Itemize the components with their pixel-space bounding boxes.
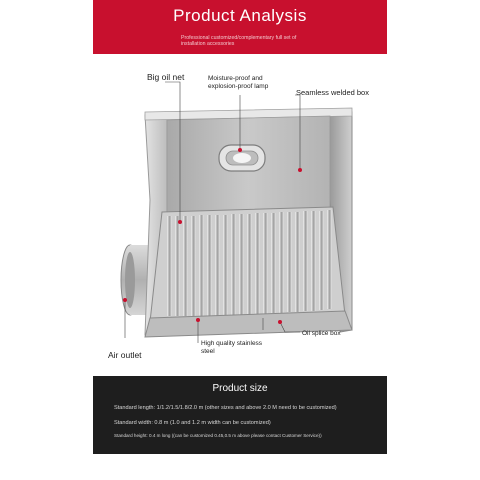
lamp-icon [219, 145, 265, 171]
page-title: Product Analysis [173, 6, 307, 25]
label-lamp: Moisture-proof and explosion-proof lamp [208, 75, 269, 90]
product-size-panel [93, 376, 387, 454]
oil-net-fins [167, 210, 332, 316]
label-air-outlet: Air outlet [108, 350, 142, 360]
spec-width: Standard width: 0.8 m (1.0 and 1.2 m width can be customized) [114, 420, 271, 426]
label-stainless-steel: High quality stainless steel [201, 340, 263, 355]
page-subtitle: Professional customized/complementary full set of installation accessories [181, 35, 297, 47]
label-big-oil-net: Big oil net [147, 72, 185, 82]
spec-length: Standard length: 1/1.2/1.5/1.8/2.0 m (other sizes and above 2.0 M need to be customized) [114, 405, 337, 411]
spec-height: Standard height: 0.4 m long ((can be customized 0.45,0.5 m above please contact Customer Service)) [114, 433, 322, 438]
label-oil-splice-box: Oil splice box [302, 330, 341, 337]
label-seamless-box: Seamless welded box [296, 88, 369, 97]
product-size-title: Product size [212, 383, 268, 394]
